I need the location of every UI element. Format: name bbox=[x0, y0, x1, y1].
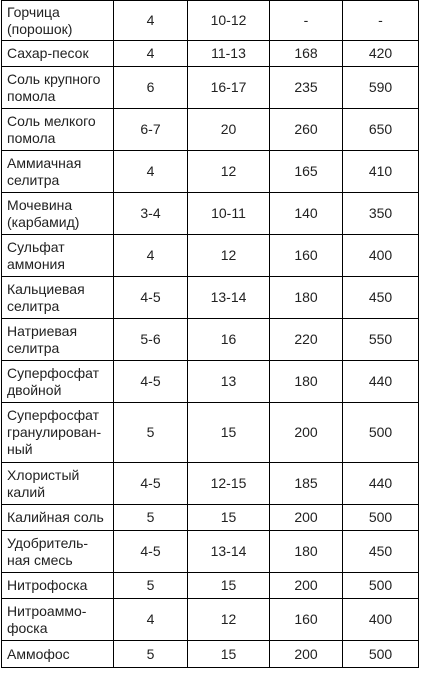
cell-col-4: 500 bbox=[343, 573, 419, 599]
cell-col-4: - bbox=[343, 1, 419, 41]
cell-name: Удобритель-ная смесь bbox=[2, 531, 114, 573]
cell-col-4: 450 bbox=[343, 531, 419, 573]
cell-col-4: 440 bbox=[343, 463, 419, 505]
cell-col-2: 15 bbox=[188, 641, 270, 668]
cell-col-1: 4 bbox=[114, 151, 188, 193]
cell-name: Калийная соль bbox=[2, 505, 114, 531]
cell-name: Нитроаммо-фоска bbox=[2, 599, 114, 641]
cell-col-2: 12 bbox=[188, 235, 270, 277]
cell-col-2: 13-14 bbox=[188, 531, 270, 573]
cell-col-2: 12-15 bbox=[188, 463, 270, 505]
cell-col-1: 5-6 bbox=[114, 319, 188, 361]
cell-col-4: 500 bbox=[343, 403, 419, 463]
cell-col-4: 410 bbox=[343, 151, 419, 193]
cell-col-3: 220 bbox=[270, 319, 343, 361]
fertilizer-table bbox=[1, 0, 419, 668]
cell-col-2: 10-11 bbox=[188, 193, 270, 235]
table-row bbox=[2, 573, 419, 599]
cell-col-2: 16 bbox=[188, 319, 270, 361]
table-body bbox=[2, 1, 419, 668]
cell-col-4: 550 bbox=[343, 319, 419, 361]
cell-col-4: 400 bbox=[343, 599, 419, 641]
cell-col-1: 4-5 bbox=[114, 277, 188, 319]
table-row bbox=[2, 67, 419, 109]
cell-col-3: 180 bbox=[270, 277, 343, 319]
cell-col-3: 200 bbox=[270, 403, 343, 463]
cell-name: Соль крупного помола bbox=[2, 67, 114, 109]
cell-name: Хлористый калий bbox=[2, 463, 114, 505]
cell-col-4: 650 bbox=[343, 109, 419, 151]
cell-name: Аммиачная селитра bbox=[2, 151, 114, 193]
table-row bbox=[2, 1, 419, 41]
table-row bbox=[2, 641, 419, 668]
cell-col-2: 13 bbox=[188, 361, 270, 403]
cell-col-2: 12 bbox=[188, 151, 270, 193]
cell-col-2: 16-17 bbox=[188, 67, 270, 109]
cell-col-1: 6-7 bbox=[114, 109, 188, 151]
cell-name: Горчица (порошок) bbox=[2, 1, 114, 41]
cell-col-3: 140 bbox=[270, 193, 343, 235]
cell-col-1: 4 bbox=[114, 1, 188, 41]
cell-col-1: 4 bbox=[114, 235, 188, 277]
table-row bbox=[2, 505, 419, 531]
cell-name: Кальциевая селитра bbox=[2, 277, 114, 319]
cell-col-2: 20 bbox=[188, 109, 270, 151]
table-row bbox=[2, 193, 419, 235]
cell-col-4: 400 bbox=[343, 235, 419, 277]
cell-col-3: 165 bbox=[270, 151, 343, 193]
table-row bbox=[2, 319, 419, 361]
cell-col-1: 4-5 bbox=[114, 361, 188, 403]
cell-col-1: 4-5 bbox=[114, 531, 188, 573]
cell-name: Мочевина (карбамид) bbox=[2, 193, 114, 235]
cell-col-4: 440 bbox=[343, 361, 419, 403]
cell-col-3: 235 bbox=[270, 67, 343, 109]
cell-name: Сахар-песок bbox=[2, 41, 114, 67]
cell-name: Нитрофоска bbox=[2, 573, 114, 599]
table-row bbox=[2, 403, 419, 463]
cell-col-3: 160 bbox=[270, 235, 343, 277]
table-row bbox=[2, 151, 419, 193]
cell-col-1: 4 bbox=[114, 41, 188, 67]
table-row bbox=[2, 463, 419, 505]
cell-col-2: 15 bbox=[188, 403, 270, 463]
cell-col-3: 200 bbox=[270, 505, 343, 531]
cell-col-1: 4 bbox=[114, 599, 188, 641]
table-row bbox=[2, 277, 419, 319]
cell-col-2: 15 bbox=[188, 505, 270, 531]
cell-col-3: 160 bbox=[270, 599, 343, 641]
cell-col-1: 5 bbox=[114, 573, 188, 599]
cell-col-4: 500 bbox=[343, 505, 419, 531]
cell-name: Аммофос bbox=[2, 641, 114, 668]
table-row bbox=[2, 109, 419, 151]
table-row bbox=[2, 599, 419, 641]
cell-col-2: 10-12 bbox=[188, 1, 270, 41]
cell-col-4: 500 bbox=[343, 641, 419, 668]
cell-col-4: 590 bbox=[343, 67, 419, 109]
cell-name: Суперфосфат двойной bbox=[2, 361, 114, 403]
cell-col-2: 13-14 bbox=[188, 277, 270, 319]
cell-col-3: 200 bbox=[270, 641, 343, 668]
table-row bbox=[2, 531, 419, 573]
cell-col-1: 6 bbox=[114, 67, 188, 109]
cell-col-3: 180 bbox=[270, 531, 343, 573]
cell-name: Суперфосфат гранулирован-ный bbox=[2, 403, 114, 463]
cell-col-3: 260 bbox=[270, 109, 343, 151]
cell-col-3: 168 bbox=[270, 41, 343, 67]
cell-col-2: 15 bbox=[188, 573, 270, 599]
cell-col-1: 5 bbox=[114, 403, 188, 463]
cell-col-3: 180 bbox=[270, 361, 343, 403]
cell-col-3: 200 bbox=[270, 573, 343, 599]
table-row bbox=[2, 41, 419, 67]
cell-col-2: 12 bbox=[188, 599, 270, 641]
table-row bbox=[2, 235, 419, 277]
cell-name: Сульфат аммония bbox=[2, 235, 114, 277]
cell-col-3: - bbox=[270, 1, 343, 41]
cell-col-1: 5 bbox=[114, 505, 188, 531]
cell-col-2: 11-13 bbox=[188, 41, 270, 67]
cell-col-1: 5 bbox=[114, 641, 188, 668]
cell-name: Соль мелкого помола bbox=[2, 109, 114, 151]
cell-col-4: 350 bbox=[343, 193, 419, 235]
cell-col-1: 4-5 bbox=[114, 463, 188, 505]
cell-col-3: 185 bbox=[270, 463, 343, 505]
cell-col-1: 3-4 bbox=[114, 193, 188, 235]
cell-col-4: 450 bbox=[343, 277, 419, 319]
cell-name: Натриевая селитра bbox=[2, 319, 114, 361]
cell-col-4: 420 bbox=[343, 41, 419, 67]
table-row bbox=[2, 361, 419, 403]
